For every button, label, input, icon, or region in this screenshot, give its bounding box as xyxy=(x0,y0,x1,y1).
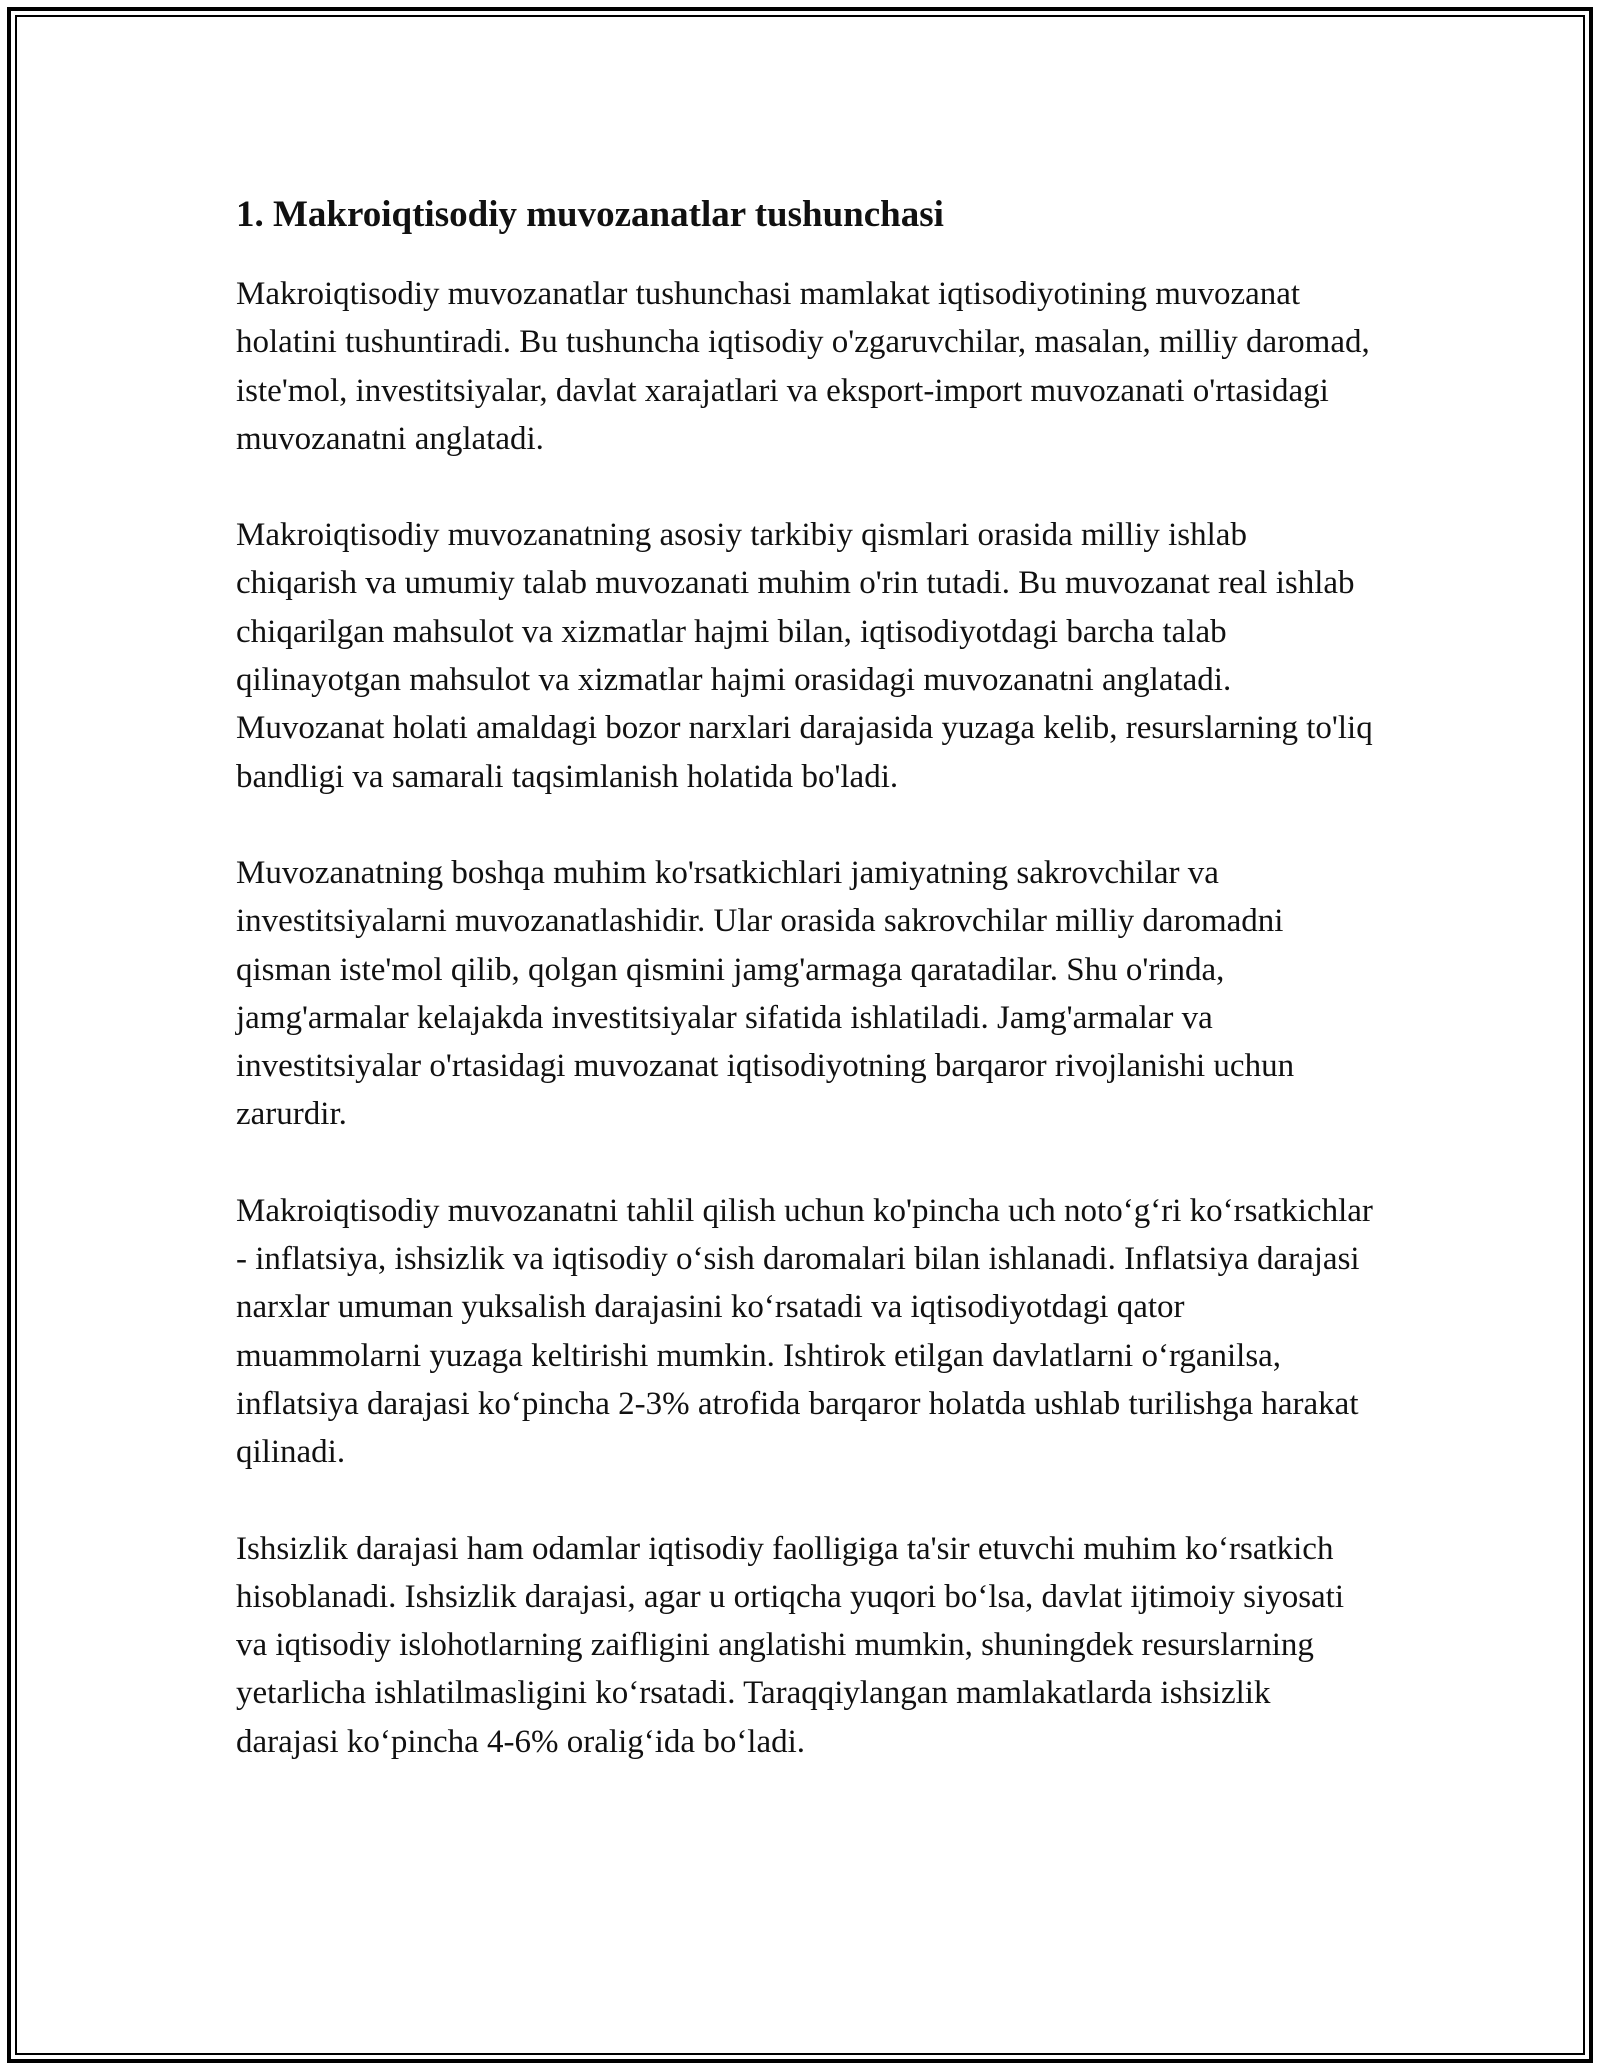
document-body xyxy=(236,186,1376,1814)
paragraph-savings-investment: Muvozanatning boshqa muhim ko'rsatkichlari jamiyatning sakrovchilar va investitsiyalarni muvozanatlashidir. Ular orasida sakrovchilar milliy daromadni qisman iste'mol qilib, qolgan qismini jamg'armaga qaratadilar. Shu o'rinda, jamg'armalar kelajakda investitsiyalar sifatida ishlatiladi. Jamg'armalar va investitsiyalar o'rtasidagi muvozanat iqtisodiyotning barqaror rivojlanishi uchun zarurdir. xyxy=(236,854,1295,1133)
paragraph-definition: Makroiqtisodiy muvozanatlar tushunchasi mamlakat iqtisodiyotining muvozanat holatini tushuntiradi. Bu tushuncha iqtisodiy o'zgaruvchilar, masalan, milliy daromad, iste'mol, investitsiyalar, davlat xarajatlari va eksport-import muvozanati o'rtasidagi muvozanatni anglatadi. xyxy=(236,276,1370,457)
paragraph-unemployment: Ishsizlik darajasi ham odamlar iqtisodiy faolligiga ta'sir etuvchi muhim ko‘rsatkich hisoblanadi. Ishsizlik darajasi, agar u ortiqcha yuqori bo‘lsa, davlat ijtimoiy siyosati va iqtisodiy islohotlarning zaifligini anglatishi mumkin, shuningdek resurslarning yetarlicha ishlatilmasligini ko‘rsatadi. Taraqqiylangan mamlakatlarda ishsizlik darajasi ko‘pincha 4-6% oralig‘ida bo‘ladi. xyxy=(236,1530,1345,1760)
paragraph-inflation: Makroiqtisodiy muvozanatni tahlil qilish uchun ko'pincha uch noto‘g‘ri ko‘rsatkichlar - inflatsiya, ishsizlik va iqtisodiy o‘sish daromalari bilan ishlanadi. Inflatsiya darajasi narxlar umuman yuksalish darajasini ko‘rsatadi va iqtisodiyotdagi qator muammolarni yuzaga keltirishi mumkin. Ishtirok etilgan davlatlarni o‘rganilsa, inflatsiya darajasi ko‘pincha 2-3% atrofida barqaror holatda ushlab turilishga harakat qilinadi. xyxy=(236,1192,1373,1471)
paragraph-production-demand: Makroiqtisodiy muvozanatning asosiy tarkibiy qismlari orasida milliy ishlab chiqarish va umumiy talab muvozanati muhim o'rin tutadi. Bu muvozanat real ishlab chiqarilgan mahsulot va xizmatlar hajmi bilan, iqtisodiyotdagi barcha talab qilinayotgan mahsulot va xizmatlar hajmi orasidagi muvozanatni anglatadi. Muvozanat holati amaldagi bozor narxlari darajasida yuzaga kelib, resurslarning to'liq bandligi va samarali taqsimlanish holatida bo'ladi. xyxy=(236,517,1373,795)
section-title: 1. Makroiqtisodiy muvozanatlar tushunchasi xyxy=(236,194,944,235)
